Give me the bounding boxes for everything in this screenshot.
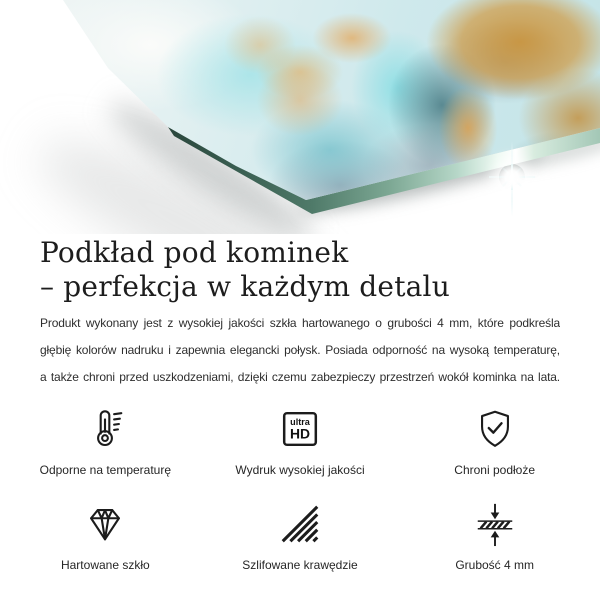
feature-protects-floor <box>397 405 592 478</box>
svg-text:HD: HD <box>289 425 311 442</box>
feature-polished-edges <box>203 500 398 573</box>
description-line: a także chroni przed uszkodzeniami, dzięki czemu zabezpieczy przestrzeń wokół kominka na lata. <box>40 370 560 384</box>
page-title-line2: – perfekcja w każdym detalu <box>40 270 450 303</box>
product-hero-image <box>0 0 600 234</box>
description-line: głębię kolorów nadruku i zapewnia elegancki połysk. Posiada odporność na wysoką temperaturę, <box>40 343 560 357</box>
feature-label: Szlifowane krawędzie <box>242 558 358 572</box>
thermometer-icon <box>82 406 128 452</box>
feature-label: Odporne na temperaturę <box>39 463 172 477</box>
feature-thickness <box>397 500 592 573</box>
polished-edges-icon <box>277 501 323 547</box>
page-title-line1: Podkład pod kominek <box>40 236 349 269</box>
feature-label: Wydruk wysokiej jakości <box>235 463 365 477</box>
thickness-icon <box>472 501 518 547</box>
feature-print-quality <box>203 405 398 478</box>
feature-temperature <box>8 405 203 478</box>
diamond-icon <box>82 501 128 547</box>
shield-check-icon <box>472 406 518 452</box>
svg-text:ultra: ultra <box>290 417 310 428</box>
feature-grid <box>0 405 600 573</box>
feature-tempered-glass <box>8 500 203 573</box>
feature-label: Grubość 4 mm <box>455 558 534 572</box>
feature-label: Hartowane szkło <box>60 558 150 572</box>
feature-label: Chroni podłoże <box>454 463 536 477</box>
product-description <box>40 310 560 391</box>
description-line: Produkt wykonany jest z wysokiej jakości szkła hartowanego o grubości 4 mm, które podkreśla <box>40 316 560 330</box>
ultra-hd-icon <box>277 406 323 452</box>
page-title <box>0 236 600 304</box>
